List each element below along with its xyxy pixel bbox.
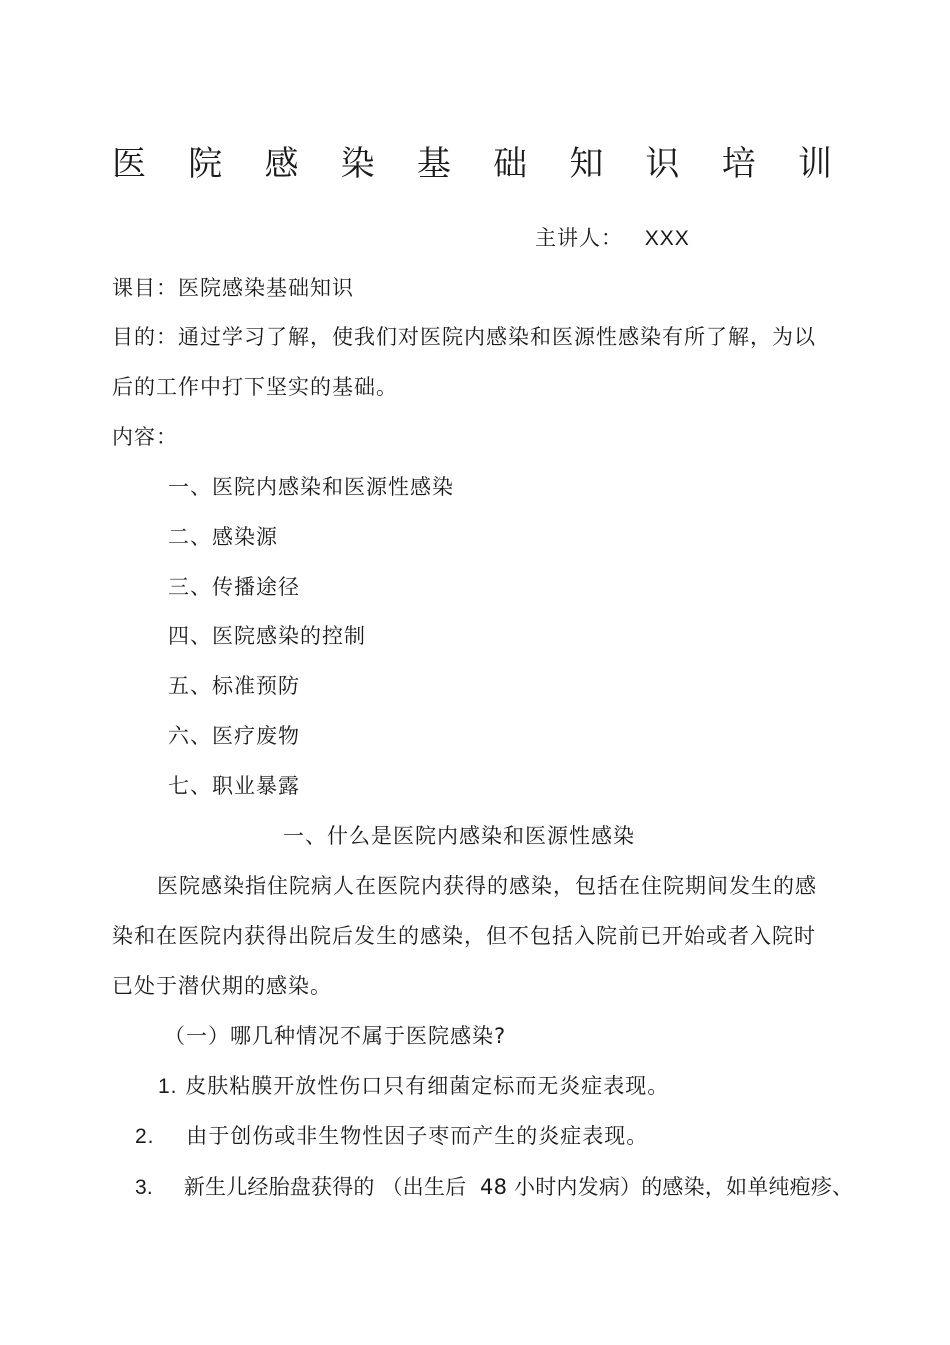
list-item-number: 1. — [158, 1075, 178, 1098]
subheading: （一）哪几种情况不属于医院感染? — [164, 1024, 507, 1048]
paragraph-line: 已处于潜伏期的感染。 — [112, 974, 332, 998]
title-char: 培 — [721, 144, 756, 184]
title-char: 院 — [188, 144, 223, 184]
course-line: 课目：医院感染基础知识 — [112, 276, 354, 300]
content-label: 内容： — [112, 425, 178, 449]
title-char: 基 — [416, 144, 451, 184]
list-item-number: 3. — [135, 1176, 153, 1199]
toc-item: 七、职业暴露 — [168, 774, 300, 798]
paragraph-line: 医院感染指住院病人在医院内获得的感染，包括在住院期间发生的感 — [157, 874, 817, 898]
title-char: 础 — [493, 144, 528, 184]
toc-item: 四、医院感染的控制 — [168, 624, 366, 648]
toc-item: 五、标准预防 — [168, 674, 300, 698]
toc-item: 三、传播途径 — [168, 575, 300, 599]
title-char: 识 — [645, 144, 680, 184]
list-item — [135, 1122, 648, 1151]
toc-item: 六、医疗废物 — [168, 724, 300, 748]
document-title — [112, 142, 832, 186]
list-item — [158, 1072, 669, 1101]
toc-item: 一、医院内感染和医源性感染 — [168, 475, 454, 499]
lecturer-name: XXX — [644, 227, 690, 250]
toc-item: 二、感染源 — [168, 525, 278, 549]
list-item-text: 皮肤粘膜开放性伤口只有细菌定标而无炎症表现。 — [185, 1074, 670, 1098]
list-item-number: 2. — [135, 1125, 155, 1148]
title-char: 训 — [797, 144, 832, 184]
list-item — [135, 1173, 853, 1202]
title-char: 医 — [112, 144, 146, 184]
title-char: 染 — [340, 144, 375, 184]
lecturer-label: 主讲人： — [535, 226, 623, 250]
section-heading: 一、什么是医院内感染和医源性感染 — [283, 824, 635, 848]
purpose-line-2: 后的工作中打下坚实的基础。 — [112, 375, 398, 399]
title-char: 知 — [569, 144, 604, 184]
title-char: 感 — [264, 144, 299, 184]
list-item-text: 由于创伤或非生物性因子枣而产生的炎症表现。 — [186, 1124, 649, 1148]
purpose-line-1: 目的：通过学习了解，使我们对医院内感染和医源性感染有所了解，为以 — [112, 325, 816, 349]
lecturer-line — [535, 224, 690, 253]
paragraph-line: 染和在医院内获得出院后发生的感染，但不包括入院前已开始或者入院时 — [112, 924, 816, 948]
list-item-text: 新生儿经胎盘获得的 （出生后 48 小时内发病）的感染，如单纯疱疹、 — [183, 1175, 854, 1199]
